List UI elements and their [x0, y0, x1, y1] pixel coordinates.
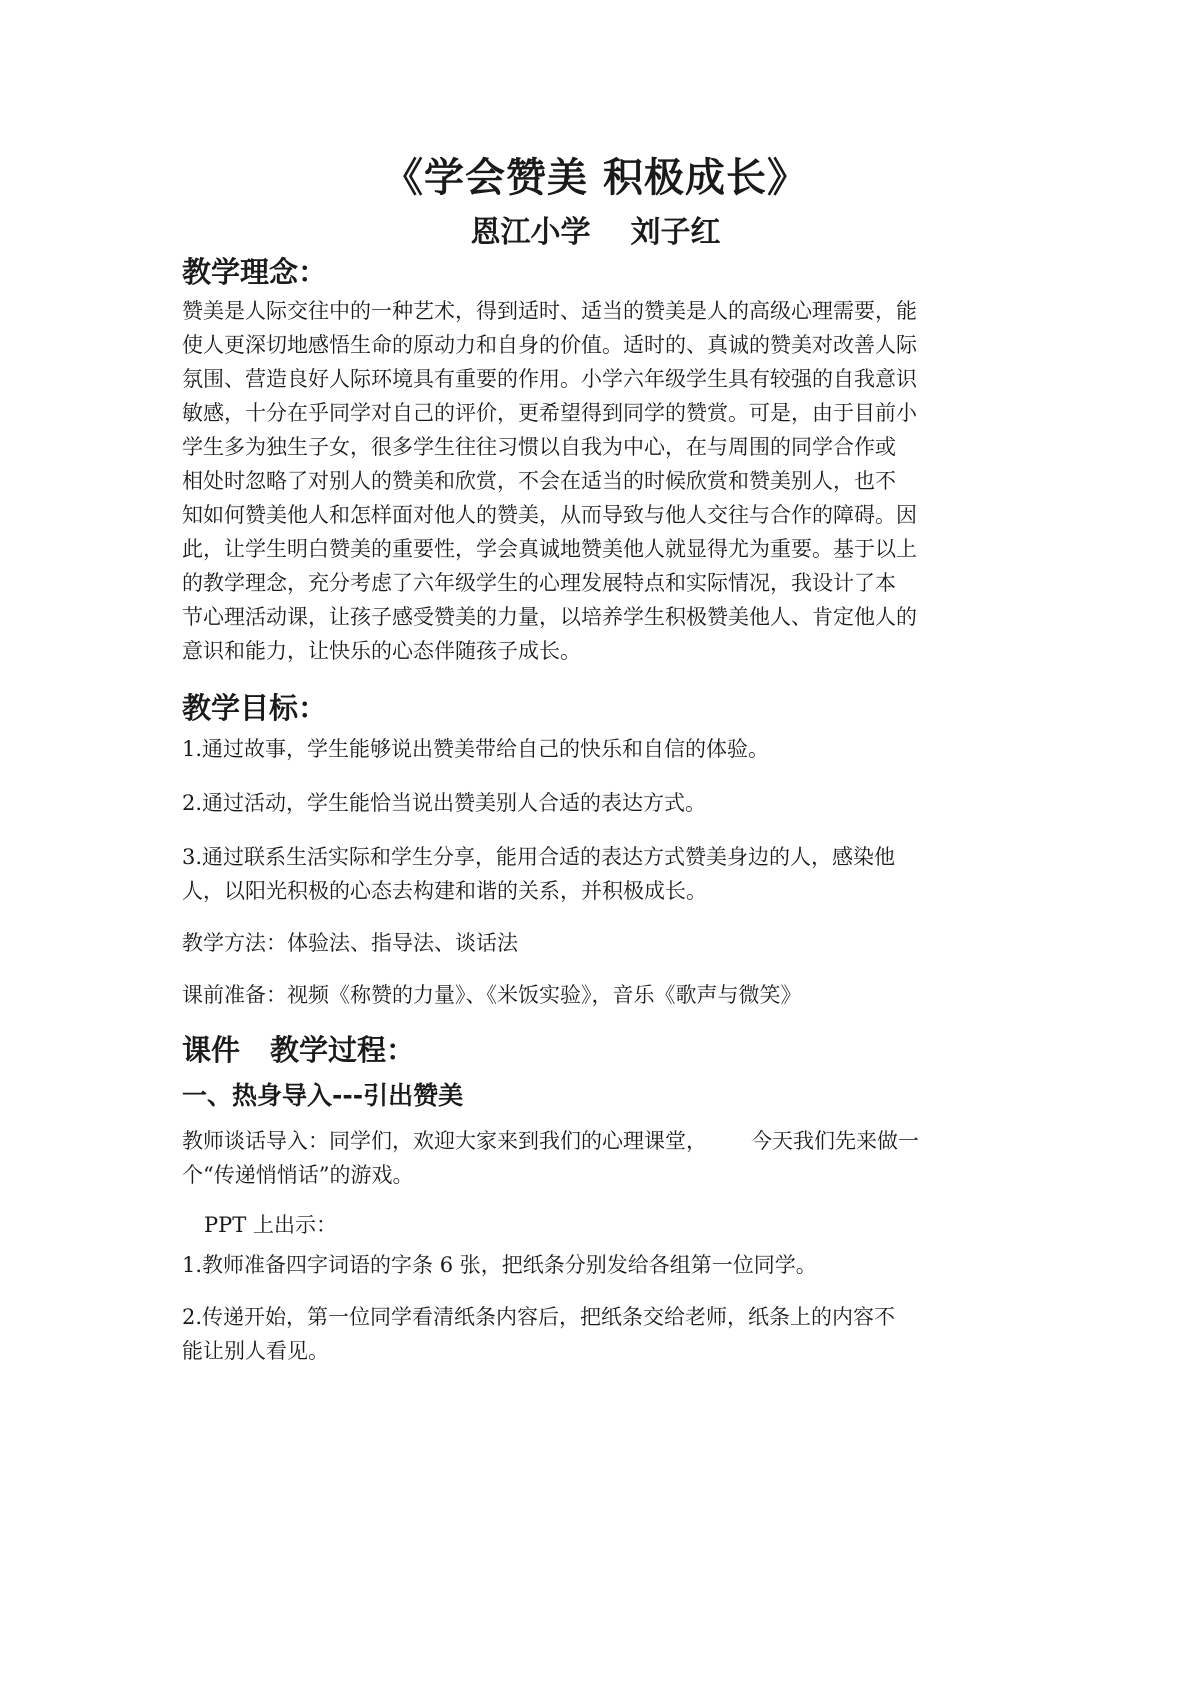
process-heading-main: 教学过程：: [270, 1033, 416, 1067]
philosophy-line: 氛围、营造良好人际环境具有重要的作用。小学六年级学生具有较强的自我意识: [182, 367, 917, 391]
objective-item-1: 1.通过故事，学生能够说出赞美带给自己的快乐和自信的体验。: [182, 737, 770, 761]
step-2-line-1: 2.传递开始，第一位同学看清纸条内容后，把纸条交给老师，纸条上的内容不: [182, 1305, 896, 1329]
intro-line-2: 个“传递悄悄话”的游戏。: [182, 1163, 414, 1187]
process-heading: [182, 1030, 415, 1070]
intro-line-1-part-b: 今天我们先来做一: [751, 1129, 919, 1153]
objective-item-3-line-1: 3.通过联系生活实际和学生分享，能用合适的表达方式赞美身边的人，感染他: [182, 845, 896, 869]
author-line: [0, 212, 1191, 254]
intro-line-1: [182, 1124, 1012, 1158]
class-preparation: 课前准备：视频《称赞的力量》、《米饭实验》，音乐《歌声与微笑》: [182, 983, 802, 1007]
author-name: 刘子红: [630, 215, 721, 250]
objective-item-3-line-2: 人，以阳光积极的心态去构建和谐的关系，并积极成长。: [182, 879, 707, 903]
step-1: 1.教师准备四字词语的字条 6 张，把纸条分别发给各组第一位同学。: [182, 1253, 817, 1277]
philosophy-heading: 教学理念：: [182, 255, 328, 289]
ppt-label: PPT 上出示：: [204, 1213, 337, 1237]
philosophy-line: 此，让学生明白赞美的重要性，学会真诚地赞美他人就显得尤为重要。基于以上: [182, 537, 917, 561]
philosophy-line: 使人更深切地感悟生命的原动力和自身的价值。适时的、真诚的赞美对改善人际: [182, 333, 917, 357]
section-1-heading: 一、热身导入---引出赞美: [182, 1081, 464, 1110]
author-school: 恩江小学: [470, 215, 591, 250]
philosophy-line: 意识和能力，让快乐的心态伴随孩子成长。: [182, 639, 581, 663]
document-title: 《学会赞美 积极成长》: [383, 155, 808, 201]
intro-line-1-part-a: 教师谈话导入：同学们，欢迎大家来到我们的心理课堂，: [182, 1129, 707, 1153]
philosophy-line: 敏感，十分在乎同学对自己的评价，更希望得到同学的赞赏。可是，由于目前小: [182, 401, 917, 425]
philosophy-line: 节心理活动课，让孩子感受赞美的力量，以培养学生积极赞美他人、肯定他人的: [182, 605, 917, 629]
objective-item-2: 2.通过活动，学生能恰当说出赞美别人合适的表达方式。: [182, 791, 707, 815]
philosophy-line: 知如何赞美他人和怎样面对他人的赞美，从而导致与他人交往与合作的障碍。因: [182, 503, 917, 527]
objectives-heading: 教学目标：: [182, 691, 328, 725]
philosophy-line: 学生多为独生子女，很多学生往往习惯以自我为中心，在与周围的同学合作或: [182, 435, 896, 459]
philosophy-line: 相处时忽略了对别人的赞美和欣赏，不会在适当的时候欣赏和赞美别人，也不: [182, 469, 896, 493]
step-2-line-2: 能让别人看见。: [182, 1339, 329, 1363]
teaching-methods: 教学方法：体验法、指导法、谈话法: [182, 931, 518, 955]
process-heading-courseware: 课件: [182, 1033, 241, 1067]
philosophy-line: 赞美是人际交往中的一种艺术，得到适时、适当的赞美是人的高级心理需要，能: [182, 299, 917, 323]
philosophy-line: 的教学理念，充分考虑了六年级学生的心理发展特点和实际情况，我设计了本: [182, 571, 896, 595]
